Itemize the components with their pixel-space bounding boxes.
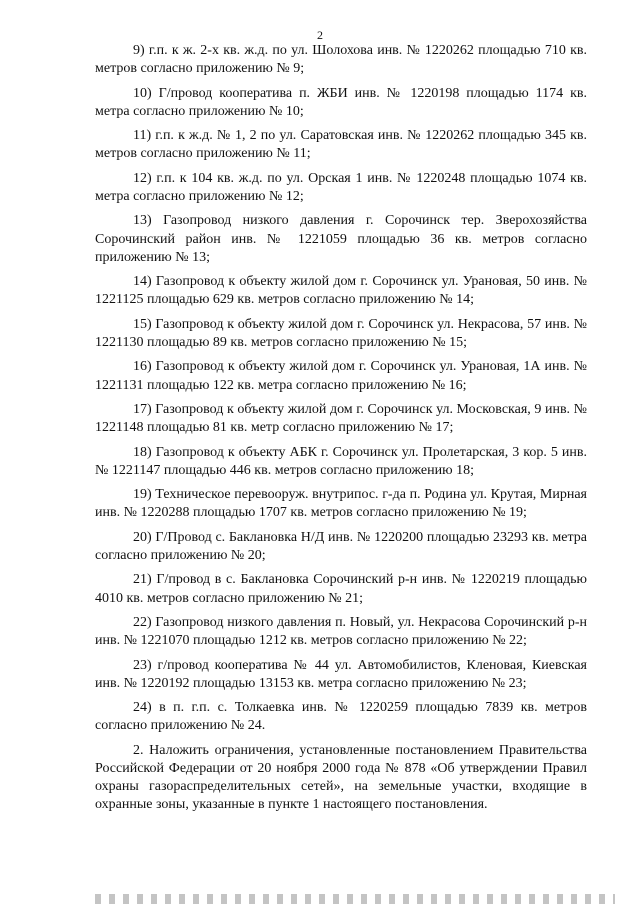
list-item-16: 16) Газопровод к объекту жилой дом г. Сорочинск ул. Урановая, 1А инв. № 1221131 площадью 122 кв. метра согласно приложению № 16; — [95, 359, 587, 393]
list-item-22: 22) Газопровод низкого давления п. Новый, ул. Некрасова Сорочинский р-н инв. № 1221070 площадью 1212 кв. метров согласно приложению № 22; — [95, 614, 587, 649]
document-body — [95, 42, 587, 815]
list-item-12: 12) г.п. к 104 кв. ж.д. по ул. Орская 1 инв. № 1220248 площадью 1074 кв. метра согласно приложению № 12; — [95, 170, 587, 204]
list-item-19: 19) Техническое перевооруж. внутрипос. г-да п. Родина ул. Крутая, Мирная инв. № 1220288 площадью 1707 кв. метров согласно приложению № 19; — [95, 487, 587, 521]
list-item-10: 10) Г/провод кооператива п. ЖБИ инв. № 1220198 площадью 1174 кв. метра согласно приложению № 10; — [95, 85, 587, 119]
list-item-13: 13) Газопровод низкого давления г. Сорочинск тер. Зверохозяйства Сорочинский район инв. № 1221059 площадью 36 кв. метров согласно приложению № 13; — [95, 213, 587, 265]
list-item-20: 20) Г/Провод с. Баклановка Н/Д инв. № 1220200 площадью 23293 кв. метра согласно приложению № 20; — [95, 529, 587, 563]
list-item-23: 23) г/провод кооператива № 44 ул. Автомобилистов, Кленовая, Киевская инв. № 1220192 площадью 13153 кв. метра согласно приложению № 23; — [95, 657, 587, 691]
list-item-14: 14) Газопровод к объекту жилой дом г. Сорочинск ул. Урановая, 50 инв. № 1221125 площадью 629 кв. метров согласно приложению № 14; — [95, 274, 587, 308]
list-item-21: 21) Г/провод в с. Баклановка Сорочинский р-н инв. № 1220219 площадью 4010 кв. метров согласно приложению № 21; — [95, 572, 587, 606]
list-item-24: 24) в п. г.п. с. Толкаевка инв. № 1220259 площадью 7839 кв. метров согласно приложению № 24. — [95, 700, 587, 734]
list-item-17: 17) Газопровод к объекту жилой дом г. Сорочинск ул. Московская, 9 инв. № 1221148 площадью 81 кв. метр согласно приложению № 17; — [95, 401, 587, 436]
page-number: 2 — [317, 28, 323, 42]
scan-bleed-through — [95, 894, 615, 904]
list-item-18: 18) Газопровод к объекту АБК г. Сорочинск ул. Пролетарская, 3 кор. 5 инв. № 1221147 площадью 446 кв. метров согласно приложению 18; — [95, 444, 587, 478]
list-item-11: 11) г.п. к ж.д. № 1, 2 по ул. Саратовская инв. № 1220262 площадью 345 кв. метров согласно приложению № 11; — [95, 128, 587, 162]
list-item-9: 9) г.п. к ж. 2-х кв. ж.д. по ул. Шолохова инв. № 1220262 площадью 710 кв. метров согласно приложению № 9; — [95, 43, 587, 77]
clause-2: 2. Наложить ограничения, установленные постановлением Правительства Российской Федерации от 20 ноября 2000 года № 878 «Об утверждении Правил охраны газораспределительных сетей», на земельные участки, входящие в охранные зоны, указанные в пункте 1 настоящего постановления. — [95, 742, 587, 813]
list-item-15: 15) Газопровод к объекту жилой дом г. Сорочинск ул. Некрасова, 57 инв. № 1221130 площадью 89 кв. метров согласно приложению № 15; — [95, 316, 587, 350]
